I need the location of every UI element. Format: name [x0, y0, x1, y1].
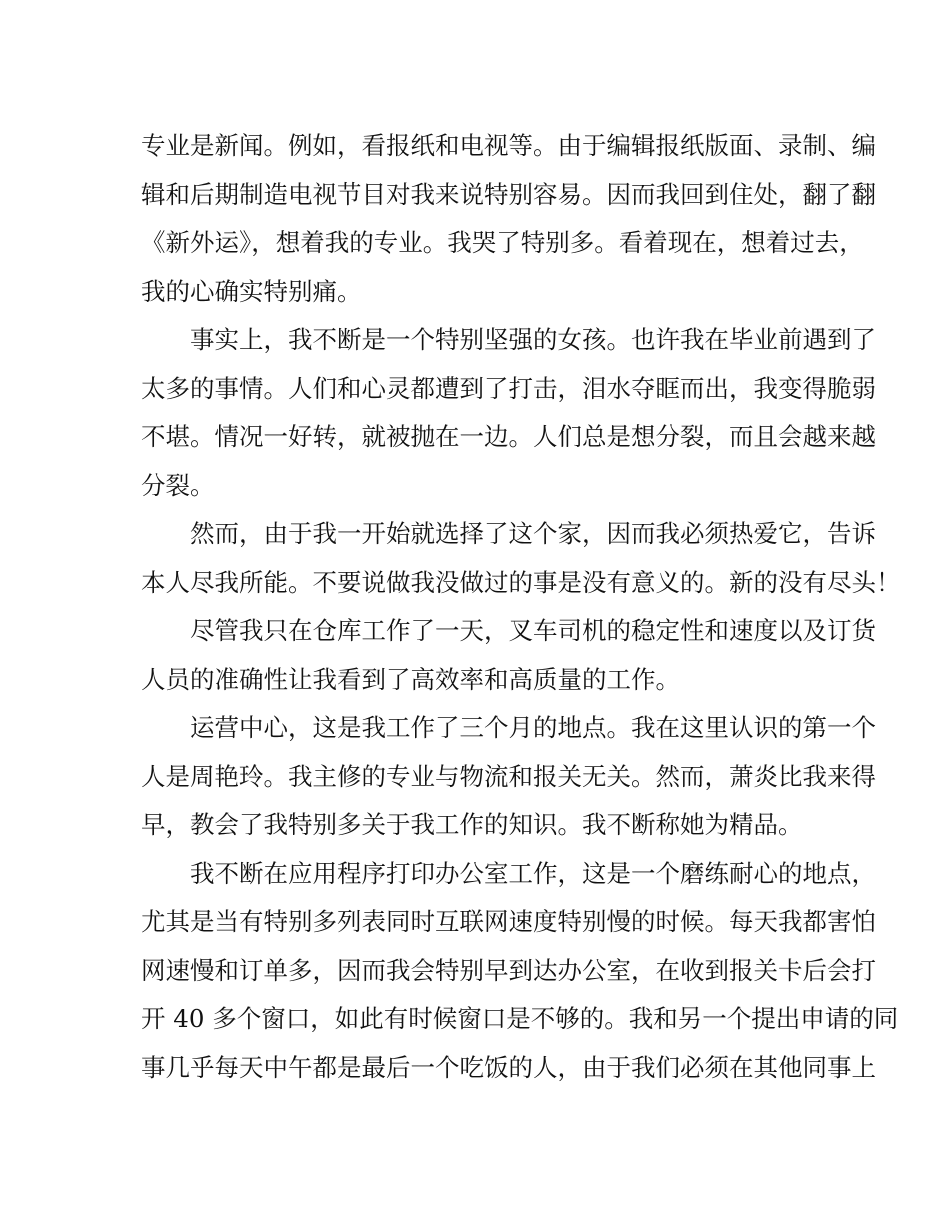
document-body	[141, 122, 901, 1092]
text-line: 我的心确实特别痛。	[141, 276, 362, 306]
text-line: 事实上，我不断是一个特别坚强的女孩。也许我在毕业前遇到了	[190, 325, 876, 354]
paragraph-3	[141, 510, 901, 607]
text-line: 尽管我只在仓库工作了一天，叉车司机的稳定性和速度以及订货	[190, 616, 876, 645]
text-line: 辑和后期制造电视节目对我来说特别容易。因而我回到住处，翻了翻	[141, 179, 876, 209]
text-line: 开 40 多个窗口，如此有时候窗口是不够的。我和另一个提出申请的同	[141, 1004, 899, 1033]
text-line: 人是周艳玲。我主修的专业与物流和报关无关。然而，萧炎比我来得	[141, 761, 876, 791]
text-line: 早，教会了我特别多关于我工作的知识。我不断称她为精品。	[141, 810, 803, 839]
text-line: 人员的准确性让我看到了高效率和高质量的工作。	[141, 664, 680, 694]
text-line: 《新外运》，想着我的专业。我哭了特别多。看着现在，想着过去，	[141, 228, 864, 257]
text-line: 尤其是当有特别多列表同时互联网速度特别慢的时候。每天我都害怕	[141, 907, 876, 936]
text-line: 运营中心，这是我工作了三个月的地点。我在这里认识的第一个	[190, 713, 876, 742]
text-line: 不堪。情况一好转，就被抛在一边。人们总是想分裂，而且会越来越	[141, 422, 876, 451]
text-line: 事几乎每天中午都是最后一个吃饭的人，由于我们必须在其他同事上	[141, 1052, 876, 1082]
paragraph-5	[141, 704, 876, 850]
paragraph-6	[141, 850, 899, 1093]
text-line: 专业是新闻。例如，看报纸和电视等。由于编辑报纸版面、录制、编	[141, 131, 876, 160]
text-line: 网速慢和订单多，因而我会特别早到达办公室，在收到报关卡后会打	[141, 955, 876, 985]
text-line: 然而，由于我一开始就选择了这个家，因而我必须热爱它，告诉	[190, 519, 876, 548]
paragraph-1	[141, 122, 876, 316]
text-line: 本人尽我所能。不要说做我没做过的事是没有意义的。新的没有尽头！	[141, 567, 901, 597]
paragraph-4	[141, 607, 876, 704]
text-line: 我不断在应用程序打印办公室工作，这是一个磨练耐心的地点，	[190, 858, 876, 888]
paragraph-2	[141, 316, 876, 510]
text-line: 分裂。	[141, 470, 215, 500]
text-line: 太多的事情。人们和心灵都遭到了打击，泪水夺眶而出，我变得脆弱	[141, 373, 876, 403]
